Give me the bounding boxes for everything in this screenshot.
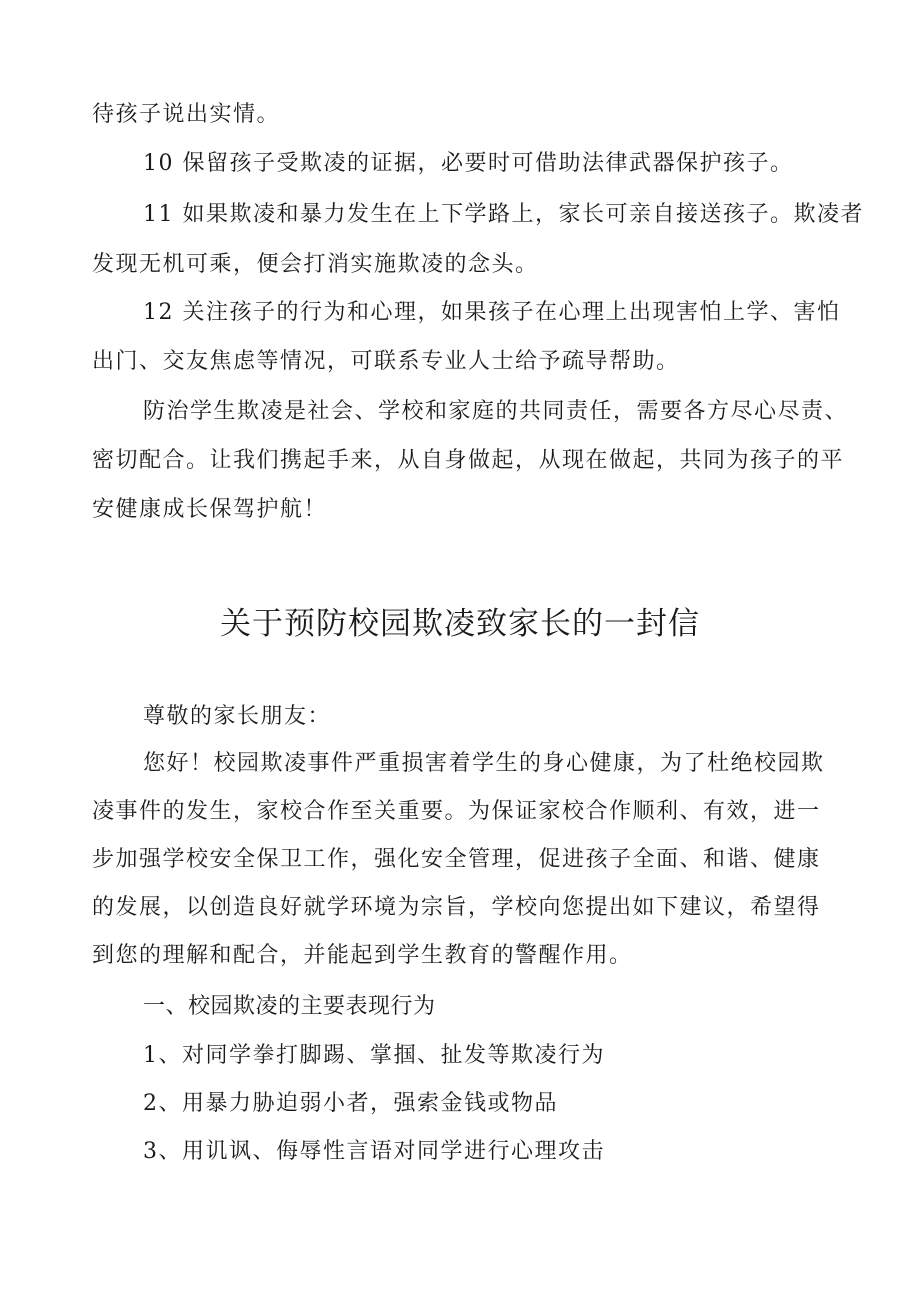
paragraph-line: 12 关注孩子的行为和心理，如果孩子在心理上出现害怕上学、害怕 — [143, 300, 841, 325]
paragraph-line: 10 保留孩子受欺凌的证据，必要时可借助法律武器保护孩子。 — [143, 151, 794, 176]
paragraph-line: 发现无机可乘，便会打消实施欺凌的念头。 — [92, 252, 539, 277]
salutation: 尊敬的家长朋友： — [143, 704, 332, 729]
letter-title: 关于预防校园欺凌致家长的一封信 — [220, 606, 700, 642]
paragraph-line: 的发展，以创造良好就学环境为宗旨，学校向您提出如下建议，希望得 — [92, 895, 821, 920]
paragraph-line: 凌事件的发生，家校合作至关重要。为保证家校合作顺利、有效，进一 — [92, 799, 821, 824]
paragraph-line: 步加强学校安全保卫工作，强化安全管理，促进孩子全面、和谐、健康 — [92, 847, 821, 872]
paragraph-line: 到您的理解和配合，并能起到学生教育的警醒作用。 — [92, 943, 633, 968]
paragraph-line: 防治学生欺凌是社会、学校和家庭的共同责任，需要各方尽心尽责、 — [143, 399, 849, 424]
section-heading: 一、校园欺凌的主要表现行为 — [143, 994, 436, 1019]
paragraph-line: 11 如果欺凌和暴力发生在上下学路上，家长可亲自接送孩子。欺凌者 — [143, 202, 864, 227]
paragraph-line: 待孩子说出实情。 — [92, 102, 281, 127]
paragraph-line: 安健康成长保驾护航！ — [92, 497, 328, 522]
list-item: 3、用讥讽、侮辱性言语对同学进行心理攻击 — [143, 1139, 605, 1164]
paragraph-line: 密切配合。让我们携起手来，从自身做起，从现在做起，共同为孩子的平 — [92, 448, 845, 473]
paragraph-line: 出门、交友焦虑等情况，可联系专业人士给予疏导帮助。 — [92, 349, 680, 374]
list-item: 2、用暴力胁迫弱小者，强索金钱或物品 — [143, 1091, 558, 1116]
paragraph-line: 您好！校园欺凌事件严重损害着学生的身心健康，为了杜绝校园欺 — [143, 751, 825, 776]
list-item: 1、对同学拳打脚踢、掌掴、扯发等欺凌行为 — [143, 1043, 605, 1068]
